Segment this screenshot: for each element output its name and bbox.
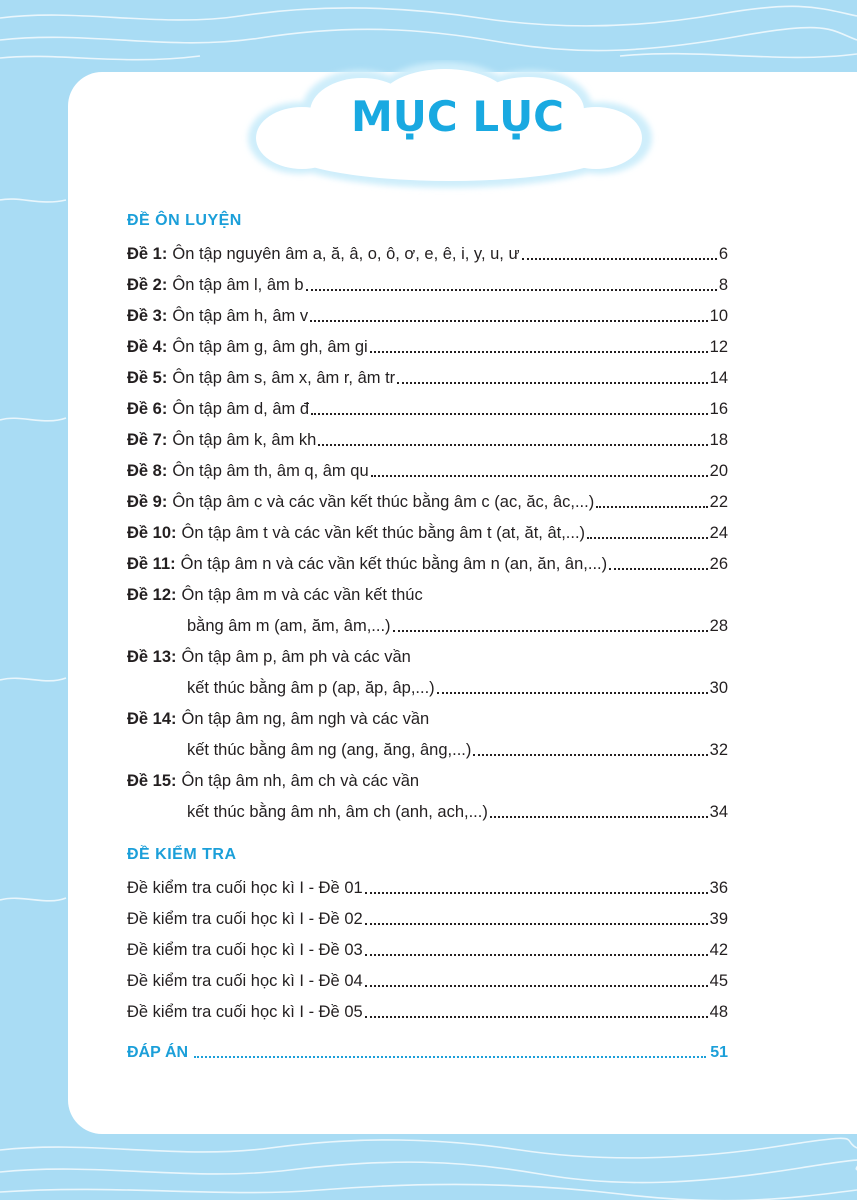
toc-entry[interactable]: Đề kiểm tra cuối học kì I - Đề 04 45	[127, 972, 728, 990]
toc-entry-continued[interactable]: kết thúc bằng âm ng (ang, ăng, âng,...) 32	[187, 741, 728, 759]
toc-entry[interactable]: Đề kiểm tra cuối học kì I - Đề 02 39	[127, 910, 728, 928]
toc-entry[interactable]: Đề 15: Ôn tập âm nh, âm ch và các vần	[127, 772, 420, 790]
toc-entry[interactable]: Đề 8: Ôn tập âm th, âm q, âm qu 20	[127, 462, 728, 480]
toc-entry[interactable]: Đề 9: Ôn tập âm c và các vần kết thúc bằng âm c (ac, ăc, âc,...) 22	[127, 493, 728, 511]
toc-entry[interactable]: Đề 10: Ôn tập âm t và các vần kết thúc bằng âm t (at, ăt, ât,...) 24	[127, 524, 728, 542]
toc-entry[interactable]: Đề 14: Ôn tập âm ng, âm ngh và các vần	[127, 710, 430, 728]
toc-entry[interactable]: Đề 7: Ôn tập âm k, âm kh 18	[127, 431, 728, 449]
toc-entry[interactable]: Đề 12: Ôn tập âm m và các vần kết thúc	[127, 586, 423, 604]
toc-entry[interactable]: Đề kiểm tra cuối học kì I - Đề 05 48	[127, 1003, 728, 1021]
toc-entry[interactable]: Đề 5: Ôn tập âm s, âm x, âm r, âm tr 14	[127, 369, 728, 387]
toc-entry[interactable]: Đề 2: Ôn tập âm l, âm b 8	[127, 276, 728, 294]
answers-label: ĐÁP ÁN	[127, 1044, 189, 1061]
toc-entry[interactable]: Đề kiểm tra cuối học kì I - Đề 03 42	[127, 941, 728, 959]
page-title: MỤC LỤC	[350, 92, 565, 141]
toc-entry[interactable]: Đề 6: Ôn tập âm d, âm đ 16	[127, 400, 728, 418]
toc-entry-continued[interactable]: kết thúc bằng âm nh, âm ch (anh, ach,...) 34	[187, 803, 728, 821]
toc-answers[interactable]	[127, 1044, 728, 1062]
toc-entry[interactable]: Đề 3: Ôn tập âm h, âm v 10	[127, 307, 728, 325]
toc-entry[interactable]: Đề 13: Ôn tập âm p, âm ph và các vần	[127, 648, 411, 666]
toc-entry[interactable]: Đề 4: Ôn tập âm g, âm gh, âm gi 12	[127, 338, 728, 356]
section-heading-practice: ĐỀ ÔN LUYỆN	[127, 212, 242, 229]
toc-entry-continued[interactable]: bằng âm m (am, ăm, âm,...) 28	[187, 617, 728, 635]
toc-entry[interactable]: Đề 1: Ôn tập nguyên âm a, ă, â, o, ô, ơ, e, ê, i, y, u, ư 6	[127, 245, 728, 263]
toc-entry[interactable]: Đề 11: Ôn tập âm n và các vần kết thúc bằng âm n (an, ăn, ân,...) 26	[127, 555, 728, 573]
answers-page: 51	[710, 1044, 728, 1061]
toc-entry[interactable]: Đề kiểm tra cuối học kì I - Đề 01 36	[127, 879, 728, 897]
section-heading-tests: ĐỀ KIỂM TRA	[127, 846, 237, 863]
toc-entry-continued[interactable]: kết thúc bằng âm p (ap, ăp, âp,...) 30	[187, 679, 728, 697]
